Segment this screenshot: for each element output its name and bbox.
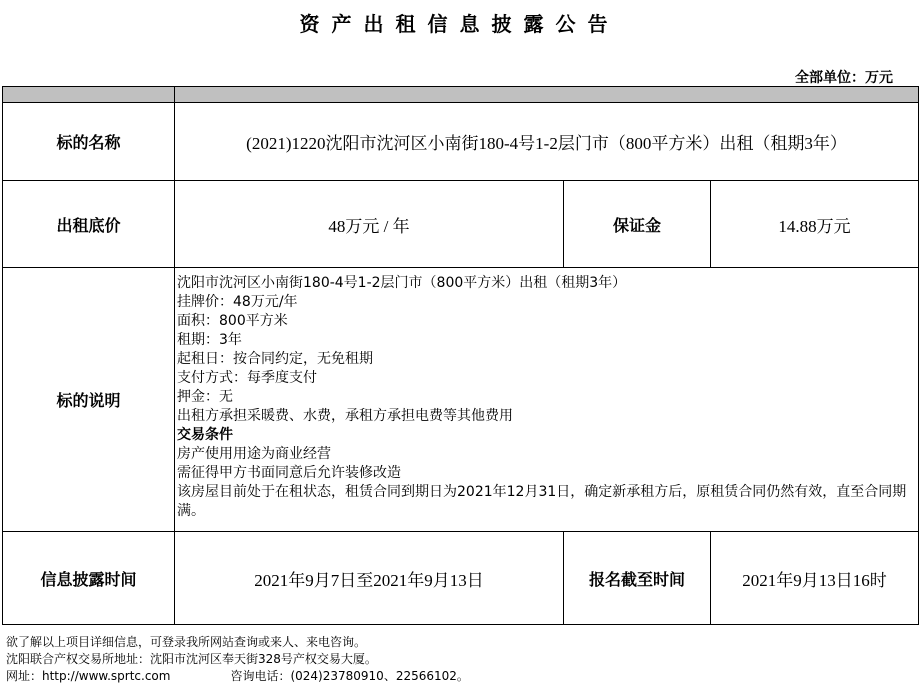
name-value: (2021)1220沈阳市沈河区小南街180-4号1-2层门市（800平方米）出租（租期3年） [175,103,919,181]
website-text: 网址：http://www.sprtc.com [6,669,171,683]
header-band [3,87,919,103]
desc-label: 标的说明 [3,268,175,532]
desc-line: 租期：3年 [177,332,242,348]
disclosure-label: 信息披露时间 [3,532,175,625]
desc-line: 需征得甲方书面同意后允许装修改造 [177,465,401,481]
footer-line2: 沈阳联合产权交易所地址：沈阳市沈河区奉天街328号产权交易大厦。 [6,652,377,666]
desc-line: 沈阳市沈河区小南街180-4号1-2层门市（800平方米）出租（租期3年） [177,275,627,291]
phone-text: 咨询电话：(024)23780910、22566102。 [230,669,469,683]
desc-line: 房产使用用途为商业经营 [177,446,331,462]
footer-line1: 欲了解以上项目详细信息，可登录我所网站查询或来人、来电咨询。 [6,635,367,649]
unit-note: 全部单位：万元 [795,70,893,86]
desc-line: 面积：800平方米 [177,313,288,329]
name-label: 标的名称 [3,103,175,181]
desc-line: 支付方式：每季度支付 [177,370,317,386]
deposit-label: 保证金 [564,181,711,268]
deadline-value: 2021年9月13日16时 [711,532,919,625]
row-dates [3,532,919,625]
desc-heading: 交易条件 [177,427,233,443]
desc-line: 该房屋目前处于在租状态，租赁合同到期日为2021年12月31日，确定新承租方后，原租赁合同仍然有效，直至合同期满。 [177,484,907,519]
notice-table [2,86,919,625]
row-name [3,103,919,181]
footer [6,634,469,685]
row-description [3,268,919,532]
row-price [3,181,919,268]
deadline-label: 报名截至时间 [564,532,711,625]
deposit-value: 14.88万元 [711,181,919,268]
price-value: 48万元 / 年 [175,181,564,268]
desc-content [175,268,919,532]
page-title: 资产出租信息披露公告 [299,12,620,36]
disclosure-value: 2021年9月7日至2021年9月13日 [175,532,564,625]
footer-line3 [6,668,469,685]
desc-line: 押金：无 [177,389,233,405]
price-label: 出租底价 [3,181,175,268]
desc-line: 出租方承担采暖费、水费，承租方承担电费等其他费用 [177,408,513,424]
desc-line: 起租日：按合同约定，无免租期 [177,351,373,367]
desc-line: 挂牌价：48万元/年 [177,294,298,310]
